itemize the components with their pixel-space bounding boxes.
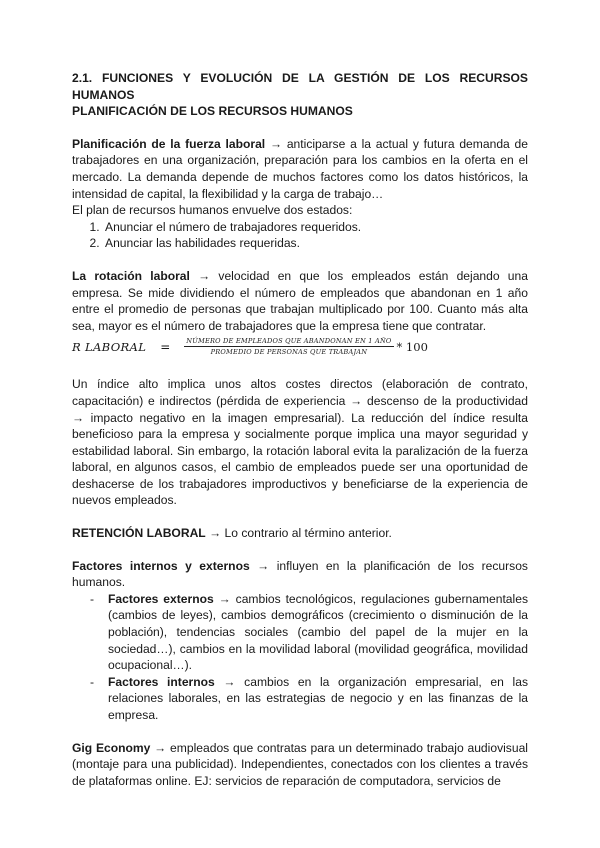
factor-text: cambios tecnológicos, regulaciones gubernamentales (cambios de leyes), cambios demográficos (crecimiento o disminución de la población), tendencias sociales (cambio del papel de la mujer en la sociedad…), cambios en la movilidad laboral (movilidad geográfica, movilidad ocupacional…). [108,591,528,673]
factores-paragraph [72,558,528,591]
list-item: 1. Anunciar el número de trabajadores requeridos. [103,219,528,236]
factor-term: Factores externos [108,591,214,606]
spacer [72,542,528,558]
arrow: → [150,740,171,755]
rotacion-term: La rotación laboral [72,268,190,283]
spacer [72,724,528,740]
gig-paragraph [72,740,528,790]
list-item [90,674,528,724]
retencion-term: RETENCIÓN LABORAL [72,526,206,541]
formula-equals: = [160,339,171,354]
list-item: 2. Anunciar las habilidades requeridas. [103,235,528,252]
planificacion-paragraph [72,136,528,202]
impact-paragraph: Un índice alto implica unos altos costes directos (elaboración de contrato, capacitación) e indirectos (pérdida de experiencia → descenso de la productividad → impacto negativo en la imagen empresarial). La reducción del índice resulta beneficioso para la empresa y socialmente porque implica una mayor seguridad y estabilidad laboral. Sin embargo, la rotación laboral evita la paralización de la fuerza laboral, en algunos casos, el cambio de empleados puede ser una oportunidad de deshacerse de los trabajadores improductivos y beneficiarse de la experiencia de nuevos empleados. [72,377,528,508]
gig-text: empleados que contratas para un determinado trabajo audiovisual (montaje para una publicidad). Independientes, conectados con los clientes a través de plataformas online. EJ: servicios de reparación de computadora, servicios de [72,740,528,788]
list-item [90,591,528,674]
formula-denominator: PROMEDIO DE PERSONAS QUE TRABAJAN [210,348,368,357]
states-list [72,219,528,252]
formula-multiplier: * 100 [396,339,428,354]
section-subtitle: PLANIFICACIÓN DE LOS RECURSOS HUMANOS [72,104,353,119]
rotacion-text: velocidad en que los empleados están dejando una empresa. Se mide dividiendo el número de empleados que abandonan en 1 año entre el promedio de personas que trabajan multiplicado por 100. Cuanto más alta sea, mayor es el número de trabajadores que la empresa tiene que contratar. [72,268,528,333]
arrow: → [265,136,287,151]
retencion-text: Lo contrario al término anterior. [224,526,392,541]
spacer [72,120,528,136]
formula-fraction [184,337,393,356]
document-page [72,70,528,789]
arrow: → [205,526,225,541]
states-intro: El plan de recursos humanos envuelve dos estados: [72,203,353,218]
arrow: → [213,591,236,606]
rotation-formula [72,337,528,356]
dash-bullet: - [90,591,95,606]
arrow: → [214,674,245,689]
factor-text: cambios en la organización empresarial, en las relaciones laborales, en las estrategias de negocio y en las finanzas de la empresa. [108,674,528,722]
factores-term: Factores internos y externos [72,558,250,573]
spacer [72,360,528,376]
spacer [72,252,528,268]
gig-term: Gig Economy [72,740,151,755]
rotacion-paragraph [72,268,528,334]
planificacion-text: anticiparse a la actual y futura demanda de trabajadores en una organización, preparación para los cambios en la oferta en el mercado. La demanda depende de muchos factores como los datos históricos, la intensidad de capital, la flexibilidad y la carga de trabajo… [72,136,528,201]
section-title: 2.1. FUNCIONES Y EVOLUCIÓN DE LA GESTIÓN DE LOS RECURSOS HUMANOS [72,71,528,102]
formula-numerator: NÚMERO DE EMPLEADOS QUE ABANDONAN EN 1 AÑO [186,337,392,346]
arrow: → [189,268,219,283]
retencion-paragraph [72,525,528,542]
factores-list [72,591,528,724]
spacer [72,509,528,525]
factor-term: Factores internos [108,674,215,689]
arrow: → [249,558,277,573]
dash-bullet: - [90,674,95,689]
factores-text: influyen en la planificación de los recursos humanos. [72,558,528,590]
formula-lhs: R LABORAL [72,339,147,354]
planificacion-term: Planificación de la fuerza laboral [72,136,266,151]
